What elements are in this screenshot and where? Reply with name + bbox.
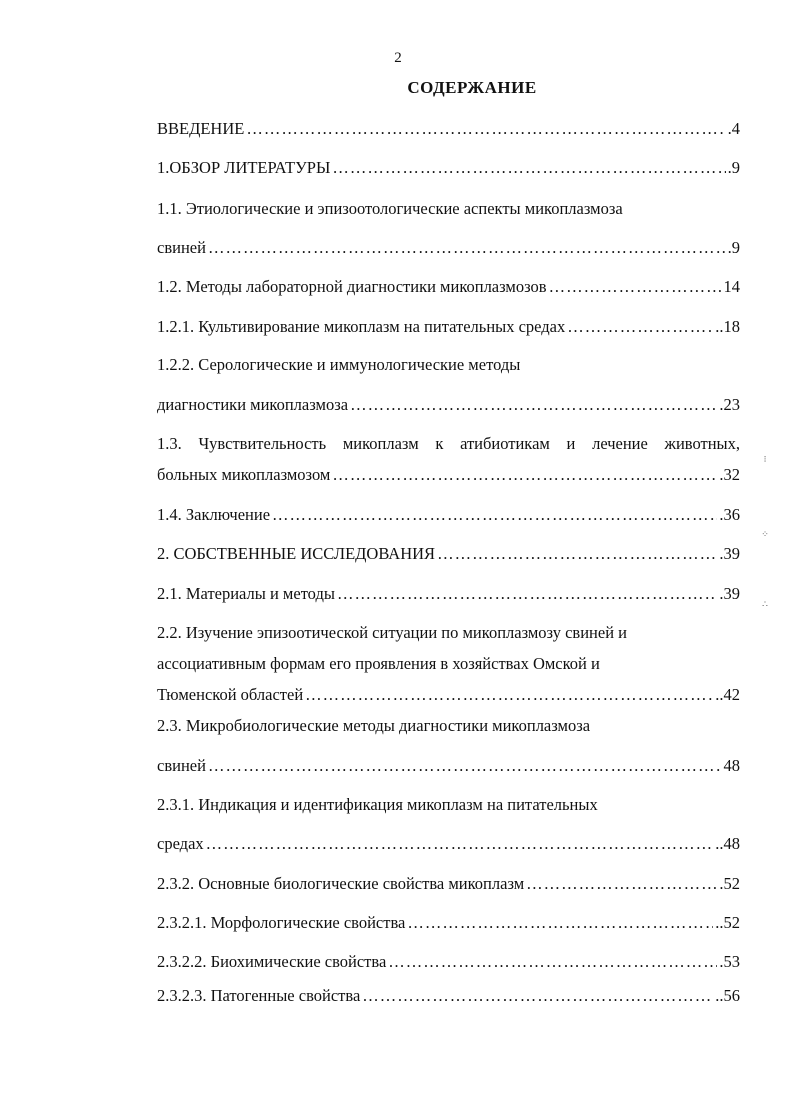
toc-entry-2-3-1-line1: 2.3.1. Индикация и идентификация микоплазм на питательных	[157, 795, 598, 814]
toc-entry-text: 1.4. Заключение	[157, 505, 271, 524]
leader-dots	[350, 394, 717, 416]
toc-entry-1-2-2-line1: 1.2.2. Серологические и иммунологические методы	[157, 355, 521, 374]
toc-title: СОДЕРЖАНИЕ	[407, 78, 537, 97]
toc-entry-2-3-2	[157, 873, 740, 895]
toc-entry-page: .23	[719, 395, 740, 414]
toc-entry-page: ..48	[715, 834, 740, 853]
leader-dots	[206, 833, 714, 855]
toc-entry-text: 2.3.2.1. Морфологические свойства	[157, 913, 406, 932]
toc-entry-2-3-2-3	[157, 985, 740, 1007]
toc-entry-2-3	[157, 755, 740, 777]
toc-entry-2-2	[157, 684, 740, 706]
toc-entry-1-2-2	[157, 394, 740, 416]
toc-entry-text: свиней	[157, 756, 206, 775]
leader-dots	[567, 316, 713, 338]
toc-entry-2-3-line1: 2.3. Микробиологические методы диагностики микоплазмоза	[157, 716, 591, 735]
toc-entry-2-2-line2: ассоциативным формам его проявления в хозяйствах Омской и	[157, 654, 600, 673]
toc-entry-text: 2.3.2. Основные биологические свойства микоплазм	[157, 874, 525, 893]
toc-entry-page: ..56	[715, 986, 740, 1005]
toc-entry-text: 1.2. Методы лабораторной диагностики микоплазмозов	[157, 277, 547, 296]
toc-entry-page: ..18	[715, 317, 740, 336]
leader-dots	[388, 951, 717, 973]
toc-entry-introduction	[157, 118, 740, 140]
toc-entry-page: .53	[719, 952, 740, 971]
leader-dots	[362, 985, 713, 1007]
toc-entry-1-2-1	[157, 316, 740, 338]
toc-entry-text: диагностики микоплазмоза	[157, 395, 349, 414]
toc-entry-1-3-line1: 1.3. Чувствительность микоплазм к атибиотикам и лечение животных,	[157, 434, 740, 453]
toc-entry-literature-review	[157, 157, 740, 179]
toc-entry-text: 1.2.1. Культивирование микоплазм на питательных средах	[157, 317, 566, 336]
scan-artifact: ⁝	[763, 454, 767, 464]
toc-entry-text: 2. СОБСТВЕННЫЕ ИССЛЕДОВАНИЯ	[157, 544, 436, 563]
toc-entry-page: .39	[719, 584, 740, 603]
toc-entry-own-research	[157, 543, 740, 565]
leader-dots	[246, 118, 725, 140]
toc-entry-text: 2.3.2.3. Патогенные свойства	[157, 986, 361, 1005]
toc-entry-text: 1.ОБЗОР ЛИТЕРАТУРЫ	[157, 158, 331, 177]
leader-dots	[208, 755, 722, 777]
toc-entry-1-3	[157, 464, 740, 486]
toc-entry-page: .32	[719, 465, 740, 484]
leader-dots	[208, 237, 726, 259]
scan-artifact: ⁘	[761, 529, 769, 539]
toc-entry-2-3-2-1	[157, 912, 740, 934]
toc-entry-page: .4	[727, 119, 740, 138]
leader-dots	[526, 873, 717, 895]
leader-dots	[549, 276, 722, 298]
toc-entry-1-4	[157, 504, 740, 526]
toc-entry-page: .52	[719, 874, 740, 893]
toc-entry-page: .9	[727, 238, 740, 257]
toc-entry-1-1-line1: 1.1. Этиологические и эпизоотологические аспекты микоплазмоза	[157, 199, 623, 218]
leader-dots	[332, 464, 717, 486]
toc-entry-text: 2.1. Материалы и методы	[157, 584, 335, 603]
leader-dots	[305, 684, 713, 706]
toc-entry-page: ..52	[715, 913, 740, 932]
toc-entry-page: .36	[719, 505, 740, 524]
page-number: 2	[394, 50, 402, 66]
toc-entry-1-1	[157, 237, 740, 259]
toc-entry-2-3-2-2	[157, 951, 740, 973]
toc-entry-text: Тюменской областей	[157, 685, 304, 704]
toc-entry-1-2	[157, 276, 740, 298]
leader-dots	[332, 157, 725, 179]
toc-entry-text: 2.3.2.2. Биохимические свойства	[157, 952, 387, 971]
toc-entry-page: 14	[723, 277, 740, 296]
toc-entry-page: .39	[719, 544, 740, 563]
scan-artifact: ∴	[762, 599, 768, 609]
leader-dots	[407, 912, 713, 934]
leader-dots	[337, 583, 717, 605]
toc-entry-text: свиней	[157, 238, 206, 257]
toc-entry-2-1	[157, 583, 740, 605]
toc-entry-2-3-1	[157, 833, 740, 855]
toc-entry-page: ..42	[715, 685, 740, 704]
toc-entry-text: средах	[157, 834, 204, 853]
leader-dots	[437, 543, 717, 565]
toc-entry-text: больных микоплазмозом	[157, 465, 331, 484]
toc-entry-2-2-line1: 2.2. Изучение эпизоотической ситуации по микоплазмозу свиней и	[157, 623, 627, 642]
leader-dots	[272, 504, 717, 526]
toc-entry-page: .9	[727, 158, 740, 177]
toc-entry-page: 48	[723, 756, 740, 775]
toc-entry-text: ВВЕДЕНИЕ	[157, 119, 245, 138]
